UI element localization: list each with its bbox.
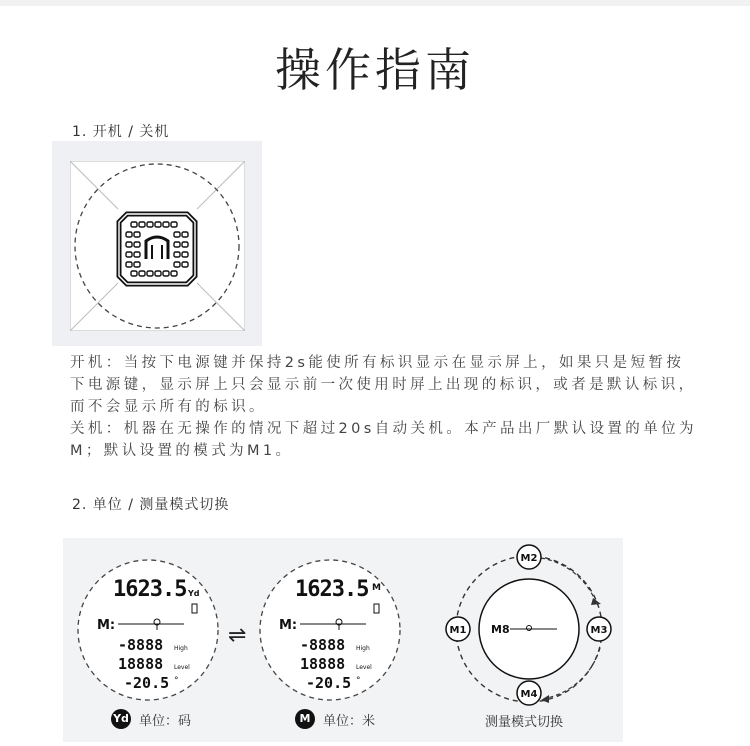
- power-button-diagram: [70, 161, 245, 331]
- m-main-reading: 1623.5: [295, 577, 369, 602]
- top-bar: [0, 0, 750, 6]
- caption-yards: [111, 709, 191, 729]
- m-angle-reading: -20.5: [306, 674, 352, 692]
- power-button-icon: [119, 214, 195, 284]
- power-button-illustration: [52, 141, 262, 346]
- mode-center-label: M8: [491, 623, 510, 636]
- caption-meters: [295, 709, 375, 729]
- yd-unit-label: Yd: [188, 589, 200, 598]
- yd-level-reading: 18888: [118, 655, 164, 673]
- yd-badge-icon: Yd: [111, 709, 131, 729]
- power-on-description: 开机：当按下电源键并保持2s能使所有标识显示在显示屏上，如果只是短暂按下电源键，显示屏上只会显示前一次使用时屏上出现的标识，或者是默认标识，而不会显示所有的标识。: [70, 355, 697, 415]
- yd-level-label: Level: [174, 664, 190, 671]
- m-level-label: Level: [356, 664, 372, 671]
- section-1-heading: 1. 开机 / 关机: [72, 124, 170, 140]
- m-high-label: High: [356, 645, 370, 652]
- yd-angle-reading: -20.5: [124, 674, 170, 692]
- unit-mode-illustration: [63, 538, 623, 742]
- m-badge-icon: M: [295, 709, 315, 729]
- caption-yards-text: 单位：码: [139, 713, 192, 729]
- mode-cycle-diagram: [446, 545, 611, 705]
- caption-meters-text: 单位：米: [323, 713, 376, 729]
- m-angle-unit: °: [356, 676, 361, 686]
- yd-main-reading: 1623.5: [113, 577, 187, 602]
- yd-angle-unit: °: [174, 676, 179, 686]
- m-unit-label: M: [372, 583, 381, 593]
- mode-m4-label: M4: [520, 689, 538, 700]
- caption-mode-switch: [485, 711, 563, 730]
- yd-high-label: High: [174, 645, 188, 652]
- unit-switch-arrows: ⇌: [228, 623, 247, 648]
- yd-height-reading: -8888: [118, 636, 164, 654]
- m-mode-label: M:: [279, 618, 298, 633]
- caption-mode-switch-text: 测量模式切换: [485, 715, 564, 730]
- mode-m2-label: M2: [520, 553, 538, 564]
- section-1-description: [70, 352, 700, 462]
- page-title: 操作指南: [275, 43, 475, 97]
- power-off-description: 关机：机器在无操作的情况下超过20s自动关机。本产品出厂默认设置的单位为M；默认设置的模式为M1。: [70, 421, 697, 459]
- m-level-reading: 18888: [300, 655, 346, 673]
- display-meters: [260, 560, 400, 700]
- yd-mode-label: M:: [97, 618, 116, 633]
- m-height-reading: -8888: [300, 636, 346, 654]
- display-yards: [78, 560, 218, 700]
- mode-m3-label: M3: [590, 625, 608, 636]
- mode-m1-label: M1: [449, 625, 467, 636]
- section-2-heading: 2. 单位 / 测量模式切换: [72, 497, 230, 513]
